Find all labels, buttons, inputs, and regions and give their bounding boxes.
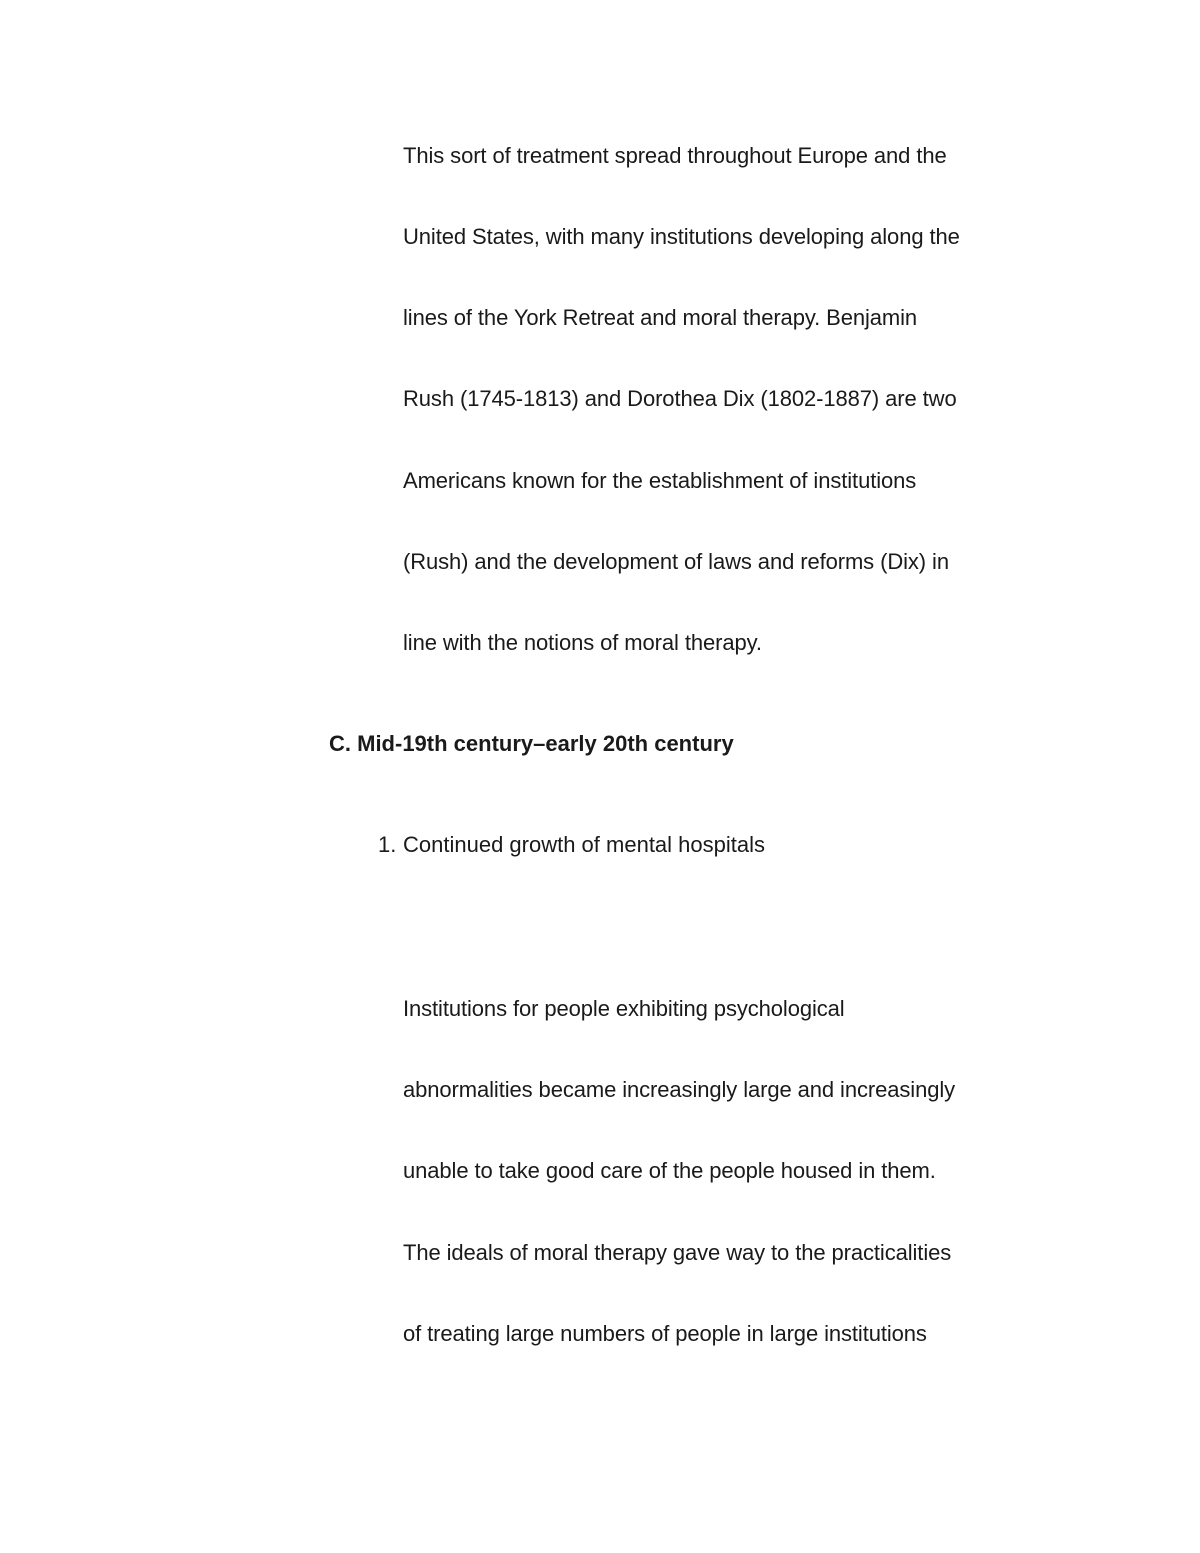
paragraph-line: Rush (1745-1813) and Dorothea Dix (1802-1887) are two bbox=[403, 386, 957, 411]
paragraph-line: line with the notions of moral therapy. bbox=[403, 630, 762, 655]
paragraph-line: of treating large numbers of people in large institutions bbox=[403, 1321, 927, 1346]
paragraph-line: (Rush) and the development of laws and reforms (Dix) in bbox=[403, 549, 949, 574]
list-item-text: Continued growth of mental hospitals bbox=[403, 832, 765, 857]
paragraph-line: United States, with many institutions developing along the bbox=[403, 224, 960, 249]
paragraph-line: Americans known for the establishment of institutions bbox=[403, 468, 917, 493]
paragraph-line: lines of the York Retreat and moral therapy. Benjamin bbox=[403, 305, 918, 330]
paragraph-line: This sort of treatment spread throughout Europe and the bbox=[403, 143, 947, 168]
paragraph-line: Institutions for people exhibiting psychological bbox=[403, 996, 845, 1021]
section-heading: C. Mid-19th century–early 20th century bbox=[329, 731, 734, 756]
list-item bbox=[378, 832, 765, 858]
paragraph-line: The ideals of moral therapy gave way to the practicalities bbox=[403, 1240, 952, 1265]
paragraph-line: abnormalities became increasingly large and increasingly bbox=[403, 1077, 956, 1102]
list-item-number: 1. bbox=[378, 832, 397, 857]
paragraph-line: unable to take good care of the people housed in them. bbox=[403, 1158, 936, 1183]
